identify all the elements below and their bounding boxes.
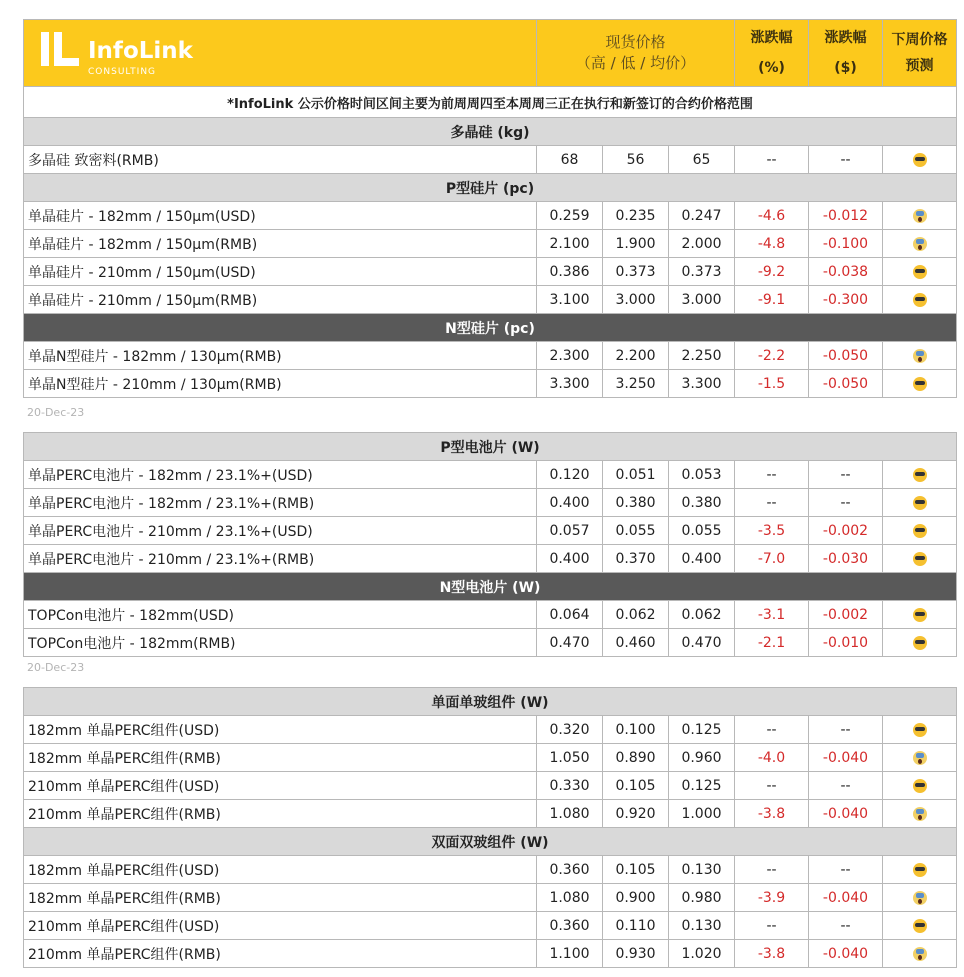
sunglasses-face-icon [913,524,927,538]
product-name: 182mm 单晶PERC组件(RMB) [24,884,537,912]
product-name: 单晶PERC电池片 - 182mm / 23.1%+(RMB) [24,489,537,517]
change-pct: -- [735,461,809,489]
change-usd: -- [809,716,883,744]
price-high: 0.057 [537,517,603,545]
section-title: P型硅片 (pc) [24,174,957,202]
table-row [24,517,957,545]
forecast-cell [883,629,957,657]
table-row [24,601,957,629]
product-name: 单晶PERC电池片 - 210mm / 23.1%+(USD) [24,517,537,545]
price-low: 0.062 [603,601,669,629]
forecast-cell [883,912,957,940]
table-row [24,202,957,230]
screaming-face-icon [913,947,927,961]
sunglasses-face-icon [913,468,927,482]
price-low: 0.930 [603,940,669,968]
sunglasses-face-icon [913,919,927,933]
product-name: TOPCon电池片 - 182mm(USD) [24,601,537,629]
change-usd: -0.300 [809,286,883,314]
change-usd: -0.040 [809,800,883,828]
section-header-row [24,118,957,146]
pricing-note: *InfoLink 公示价格时间区间主要为前周周四至本周周三正在执行和新签订的合约价格范围 [24,87,957,118]
price-low: 0.235 [603,202,669,230]
change-usd: -- [809,912,883,940]
sunglasses-face-icon [913,153,927,167]
header-change-usd-label: 涨跌幅 [824,30,867,46]
change-usd: -0.010 [809,629,883,657]
product-name: 182mm 单晶PERC组件(RMB) [24,744,537,772]
price-avg: 65 [669,146,735,174]
price-avg: 0.125 [669,716,735,744]
change-pct: -9.1 [735,286,809,314]
price-high: 0.400 [537,545,603,573]
change-pct: -4.6 [735,202,809,230]
change-pct: -3.8 [735,800,809,828]
section-header-row [24,828,957,856]
product-name: 单晶硅片 - 182mm / 150μm(RMB) [24,230,537,258]
price-high: 0.320 [537,716,603,744]
change-pct: -3.8 [735,940,809,968]
price-high: 0.400 [537,489,603,517]
table-row [24,230,957,258]
section-header-row [24,688,957,716]
price-low: 0.900 [603,884,669,912]
screaming-face-icon [913,209,927,223]
price-table-modules [23,687,957,968]
price-low: 1.900 [603,230,669,258]
header-change-usd-unit: ($) [834,60,857,76]
change-pct: -4.0 [735,744,809,772]
change-pct: -- [735,716,809,744]
price-high: 0.470 [537,629,603,657]
price-avg: 0.062 [669,601,735,629]
price-avg: 0.130 [669,856,735,884]
header-forecast-label: 下周价格 [891,32,948,48]
table-row [24,940,957,968]
table-row [24,342,957,370]
price-low: 3.000 [603,286,669,314]
forecast-cell [883,461,957,489]
price-table-silicon-wafer [23,19,957,398]
price-avg: 0.055 [669,517,735,545]
table-row [24,489,957,517]
price-low: 0.460 [603,629,669,657]
price-low: 0.105 [603,772,669,800]
change-pct: -4.8 [735,230,809,258]
product-name: 182mm 单晶PERC组件(USD) [24,856,537,884]
forecast-cell [883,517,957,545]
price-low: 0.100 [603,716,669,744]
product-name: 单晶N型硅片 - 210mm / 130μm(RMB) [24,370,537,398]
price-high: 0.120 [537,461,603,489]
product-name: 单晶N型硅片 - 182mm / 130μm(RMB) [24,342,537,370]
price-avg: 0.380 [669,489,735,517]
table-row [24,716,957,744]
date-stamp: 20-Dec-23 [27,406,85,419]
price-avg: 1.020 [669,940,735,968]
price-high: 1.100 [537,940,603,968]
product-name: 单晶硅片 - 210mm / 150μm(RMB) [24,286,537,314]
forecast-cell [883,716,957,744]
price-avg: 0.247 [669,202,735,230]
price-high: 68 [537,146,603,174]
header-row [24,20,957,87]
infolink-logo-icon [41,32,81,72]
sunglasses-face-icon [913,723,927,737]
price-avg: 0.125 [669,772,735,800]
price-low: 0.380 [603,489,669,517]
change-usd: -0.030 [809,545,883,573]
price-high: 2.100 [537,230,603,258]
sunglasses-face-icon [913,496,927,510]
price-high: 0.360 [537,912,603,940]
price-low: 0.370 [603,545,669,573]
sunglasses-face-icon [913,636,927,650]
change-usd: -- [809,489,883,517]
price-high: 1.080 [537,800,603,828]
product-name: 182mm 单晶PERC组件(USD) [24,716,537,744]
change-pct: -- [735,146,809,174]
price-high: 0.330 [537,772,603,800]
sunglasses-face-icon [913,293,927,307]
price-avg: 0.400 [669,545,735,573]
header-price-title: 现货价格 [605,33,666,51]
section-title: N型硅片 (pc) [24,314,957,342]
change-pct: -- [735,489,809,517]
change-pct: -- [735,912,809,940]
change-usd: -0.100 [809,230,883,258]
change-usd: -0.002 [809,601,883,629]
change-usd: -0.012 [809,202,883,230]
table-row [24,370,957,398]
price-avg: 1.000 [669,800,735,828]
price-high: 1.080 [537,884,603,912]
change-pct: -2.1 [735,629,809,657]
price-low: 0.890 [603,744,669,772]
logo-name: InfoLink [88,38,193,64]
sunglasses-face-icon [913,779,927,793]
forecast-cell [883,545,957,573]
table-row [24,258,957,286]
product-name: 210mm 单晶PERC组件(USD) [24,772,537,800]
sunglasses-face-icon [913,863,927,877]
change-usd: -0.050 [809,370,883,398]
change-pct: -- [735,856,809,884]
forecast-cell [883,772,957,800]
product-name: 单晶硅片 - 182mm / 150μm(USD) [24,202,537,230]
price-high: 1.050 [537,744,603,772]
forecast-cell [883,744,957,772]
forecast-cell [883,230,957,258]
price-low: 0.373 [603,258,669,286]
screaming-face-icon [913,349,927,363]
product-name: TOPCon电池片 - 182mm(RMB) [24,629,537,657]
header-change-pct-unit: (%) [758,60,785,76]
price-avg: 2.250 [669,342,735,370]
screaming-face-icon [913,807,927,821]
forecast-cell [883,856,957,884]
logo [24,20,537,87]
change-pct: -1.5 [735,370,809,398]
change-pct: -3.9 [735,884,809,912]
price-avg: 0.373 [669,258,735,286]
price-high: 0.064 [537,601,603,629]
product-name: 210mm 单晶PERC组件(RMB) [24,940,537,968]
change-pct: -3.1 [735,601,809,629]
table-row [24,884,957,912]
product-name: 210mm 单晶PERC组件(USD) [24,912,537,940]
price-high: 0.386 [537,258,603,286]
price-low: 0.920 [603,800,669,828]
price-high: 3.100 [537,286,603,314]
change-usd: -- [809,772,883,800]
change-pct: -2.2 [735,342,809,370]
change-usd: -0.040 [809,744,883,772]
section-header-row [24,573,957,601]
change-usd: -0.050 [809,342,883,370]
product-name: 单晶硅片 - 210mm / 150μm(USD) [24,258,537,286]
price-avg: 0.053 [669,461,735,489]
product-name: 210mm 单晶PERC组件(RMB) [24,800,537,828]
price-avg: 0.470 [669,629,735,657]
section-header-row [24,174,957,202]
change-usd: -- [809,461,883,489]
header-change-pct [735,20,809,87]
table-row [24,545,957,573]
forecast-cell [883,370,957,398]
price-high: 3.300 [537,370,603,398]
header-change-usd [809,20,883,87]
date-stamp: 20-Dec-23 [27,661,85,674]
forecast-cell [883,258,957,286]
table-row [24,856,957,884]
price-low: 0.051 [603,461,669,489]
forecast-cell [883,800,957,828]
price-low: 3.250 [603,370,669,398]
change-usd: -0.040 [809,884,883,912]
price-high: 0.360 [537,856,603,884]
change-pct: -7.0 [735,545,809,573]
header-price [537,20,735,87]
price-avg: 0.980 [669,884,735,912]
section-title: 双面双玻组件 (W) [24,828,957,856]
sunglasses-face-icon [913,608,927,622]
change-usd: -- [809,856,883,884]
forecast-cell [883,146,957,174]
forecast-cell [883,202,957,230]
price-avg: 3.300 [669,370,735,398]
header-price-subtitle: （高 / 低 / 均价） [575,54,696,72]
logo-subtitle: CONSULTING [88,67,157,77]
sunglasses-face-icon [913,552,927,566]
change-usd: -0.002 [809,517,883,545]
table-row [24,461,957,489]
change-pct: -3.5 [735,517,809,545]
product-name: 单晶PERC电池片 - 210mm / 23.1%+(RMB) [24,545,537,573]
table-row [24,800,957,828]
product-name: 单晶PERC电池片 - 182mm / 23.1%+(USD) [24,461,537,489]
forecast-cell [883,342,957,370]
screaming-face-icon [913,237,927,251]
table-row [24,146,957,174]
price-high: 2.300 [537,342,603,370]
forecast-cell [883,286,957,314]
section-title: P型电池片 (W) [24,433,957,461]
note-row [24,87,957,118]
table-row [24,744,957,772]
section-title: 多晶硅 (kg) [24,118,957,146]
table-row [24,629,957,657]
section-title: N型电池片 (W) [24,573,957,601]
price-low: 0.055 [603,517,669,545]
section-header-row [24,433,957,461]
screaming-face-icon [913,891,927,905]
price-avg: 0.130 [669,912,735,940]
change-pct: -- [735,772,809,800]
header-forecast [883,20,957,87]
price-avg: 2.000 [669,230,735,258]
table-row [24,286,957,314]
price-avg: 3.000 [669,286,735,314]
screaming-face-icon [913,751,927,765]
change-usd: -0.040 [809,940,883,968]
change-pct: -9.2 [735,258,809,286]
forecast-cell [883,489,957,517]
price-low: 56 [603,146,669,174]
header-change-pct-label: 涨跌幅 [750,30,793,46]
price-low: 2.200 [603,342,669,370]
sunglasses-face-icon [913,265,927,279]
forecast-cell [883,884,957,912]
price-avg: 0.960 [669,744,735,772]
change-usd: -- [809,146,883,174]
price-low: 0.105 [603,856,669,884]
forecast-cell [883,940,957,968]
price-high: 0.259 [537,202,603,230]
section-header-row [24,314,957,342]
price-table-cells [23,432,957,657]
change-usd: -0.038 [809,258,883,286]
sunglasses-face-icon [913,377,927,391]
price-low: 0.110 [603,912,669,940]
section-title: 单面单玻组件 (W) [24,688,957,716]
forecast-cell [883,601,957,629]
table-row [24,912,957,940]
product-name: 多晶硅 致密料(RMB) [24,146,537,174]
header-forecast-sublabel: 预测 [905,58,934,74]
table-row [24,772,957,800]
